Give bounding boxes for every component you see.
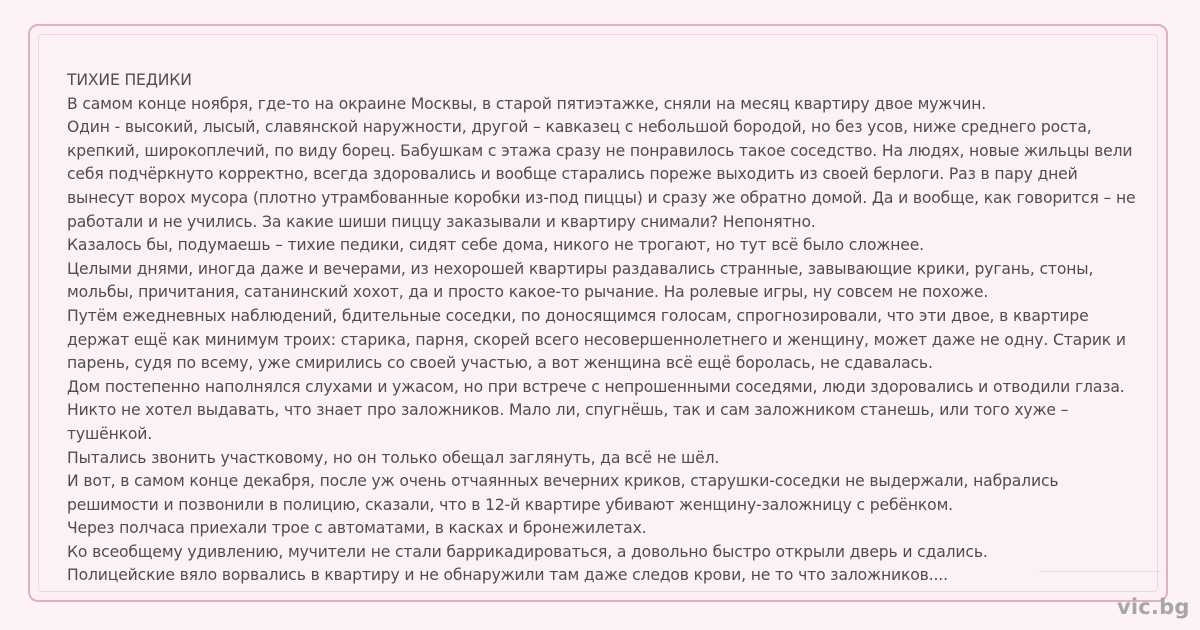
story-paragraph-8: Пытались звонить участковому, но он только обещал заглянуть, да всё не шёл. bbox=[67, 448, 720, 467]
story-title: ТИХИЕ ПЕДИКИ bbox=[67, 71, 192, 89]
story-card-inner bbox=[38, 34, 1190, 619]
story-paragraph-3: Казалось бы, подумаешь – тихие педики, сидят себе дома, никого не трогают, но тут всё было сложнее. bbox=[67, 236, 924, 255]
story-paragraph-2: Один - высокий, лысый, славянской наружности, другой – кавказец с небольшой бородой, но без усов, ниже среднего роста, крепкий, широкоплечий, по виду борец. Бабушкам с этажа сразу не понравилось такое соседство. На людях, новые жильцы вели себя подчёркнуто корректно, всегда здоровались и вообще старались пореже выходить из своей берлоги. Раз в пару дней вынесут ворох мусора (плотно утрамбованные коробки из-под пиццы) и сразу же обратно домой. Да и вообще, как говорится – не работали и не учились. За какие шиши пиццу заказывали и квартиру снимали? Непонятно. bbox=[67, 118, 1136, 231]
story-paragraph-4: Целыми днями, иногда даже и вечерами, из нехорошей квартиры раздавались странные, завывающие крики, ругань, стоны, мольбы, причитания, сатанинский хохот, да и просто какое-то рычание. На ролевые игры, ну совсем не похоже. bbox=[67, 259, 1094, 302]
story-paragraph-11: Ко всеобщему удивлению, мучители не стали баррикадироваться, а довольно быстро открыли дверь и сдались. bbox=[67, 542, 988, 561]
story-paragraph-1: В самом конце ноября, где-то на окраине Москвы, в старой пятиэтажке, сняли на месяц квартиру двое мужчин. bbox=[67, 94, 987, 113]
story-text bbox=[67, 69, 1147, 588]
story-paragraph-6: Дом постепенно наполнялся слухами и ужасом, но при встрече с непрошенными соседями, люди здоровались и отводили глаза. bbox=[67, 377, 1125, 396]
story-paragraph-5: Путём ежедневных наблюдений, бдительные соседки, по доносящимся голосам, спрогнозировали, что эти двое, в квартире держат ещё как минимум троих: старика, парня, скорей всего несовершеннолетнего и женщину, может даже не одну. Старик и парень, судя по всему, уже смирились со своей участью, а вот женщина всё ещё боролась, не сдавалась. bbox=[67, 306, 1126, 373]
story-card bbox=[28, 24, 1190, 619]
story-paragraph-12: Полицейские вяло ворвались в квартиру и не обнаружили там даже следов крови, не то что заложников.... bbox=[67, 566, 948, 585]
story-paragraph-10: Через полчаса приехали трое с автоматами, в касках и бронежилетах. bbox=[67, 519, 647, 538]
story-paragraph-9: И вот, в самом конце декабря, после уж очень отчаянных вечерних криков, старушки-соседки не выдержали, набрались решимости и позвонили в полицию, сказали, что в 12-й квартире убивают женщину-заложницу с ребёнком. bbox=[67, 472, 1059, 514]
story-paragraph-7: Никто не хотел выдавать, что знает про заложников. Мало ли, спугнёшь, так и сам заложником станешь, или того хуже – тушёнкой. bbox=[67, 401, 1069, 443]
footer-divider bbox=[1039, 571, 1161, 572]
site-watermark[interactable]: vic.bg bbox=[1117, 595, 1190, 619]
